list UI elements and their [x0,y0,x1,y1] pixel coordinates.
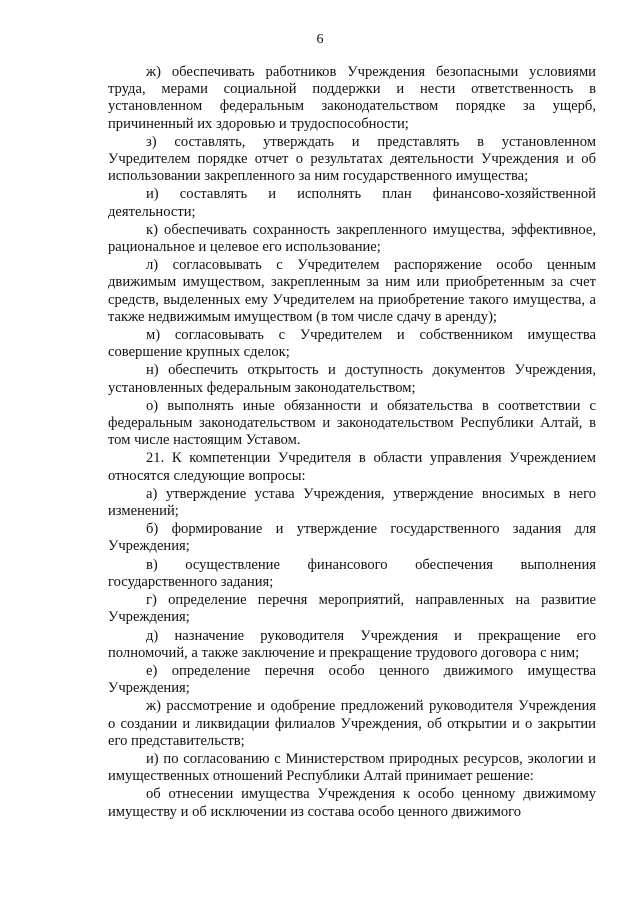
paragraph-k-property-safety: к) обеспечивать сохранность закрепленного имущества, эффективное, рациональное и целевое его использование; [108,221,596,256]
paragraph-v-financial-support: в) осуществление финансового обеспечения выполнения государственного задания; [108,556,596,590]
paragraph-21-founder-competence: 21. К компетенции Учредителя в области управления Учреждением относятся следующие вопросы: [108,450,596,484]
paragraph-zh-branches: ж) рассмотрение и одобрение предложений руководителя Учреждения о создании и ликвидации филиалов Учреждения, об открытии и о закрытии его представительств; [108,698,596,749]
paragraph-e-valuable-property-list: е) определение перечня особо ценного движимого имущества Учреждения; [108,662,596,697]
paragraph-a-charter-approval: а) утверждение устава Учреждения, утверждение вносимых в него изменений; [108,485,596,520]
paragraph-d-director-appointment: д) назначение руководителя Учреждения и прекращение его полномочий, а также заключение и прекращение трудового договора с ним; [108,627,596,661]
paragraph-zh-worker-safety: ж) обеспечивать работников Учреждения безопасными условиями труда, мерами социальной поддержки и нести ответственность в установленном федеральным законодательством порядке за ущерб, причиненный их здоровью и трудоспособности; [108,64,596,132]
paragraph-n-document-access: н) обеспечить открытость и доступность документов Учреждения, установленных федеральным законодательством; [108,362,596,396]
paragraph-g-development-measures: г) определение перечня мероприятий, направленных на развитие Учреждения; [108,592,596,626]
paragraph-z-activity-report: з) составлять, утверждать и представлять в установленном Учредителем порядке отчет о результатах деятельности Учреждения и об использовании закрепленного за ним государственного имущества; [108,133,596,185]
paragraph-i-financial-plan: и) составлять и исполнять план финансово-хозяйственной деятельности; [108,186,596,220]
paragraph-i-ministry-decision: и) по согласованию с Министерством природных ресурсов, экологии и имущественных отношений Республики Алтай принимает решение: [108,750,596,785]
paragraph-l-property-disposal: л) согласовывать с Учредителем распоряжение особо ценным движимым имуществом, закрепленным за ним или приобретенным за счет средств, выделенных ему Учредителем на приобретение такого имущества, а также недвижимым имуществом (в том числе сдачу в аренду); [108,257,596,325]
paragraph-o-other-duties: о) выполнять иные обязанности и обязательства в соответствии с федеральным законодательством и законодательством Республики Алтай, в том числе настоящим Уставом. [108,397,596,449]
paragraph-m-major-deals: м) согласовывать с Учредителем и собственником имущества совершение крупных сделок; [108,327,596,361]
page-number: 6 [316,32,324,47]
document-body [108,64,596,821]
paragraph-valuable-property-classification: об отнесении имущества Учреждения к особо ценному движимому имуществу и об исключении из состава особо ценного движимого [108,786,596,820]
paragraph-b-state-task: б) формирование и утверждение государственного задания для Учреждения; [108,521,596,555]
